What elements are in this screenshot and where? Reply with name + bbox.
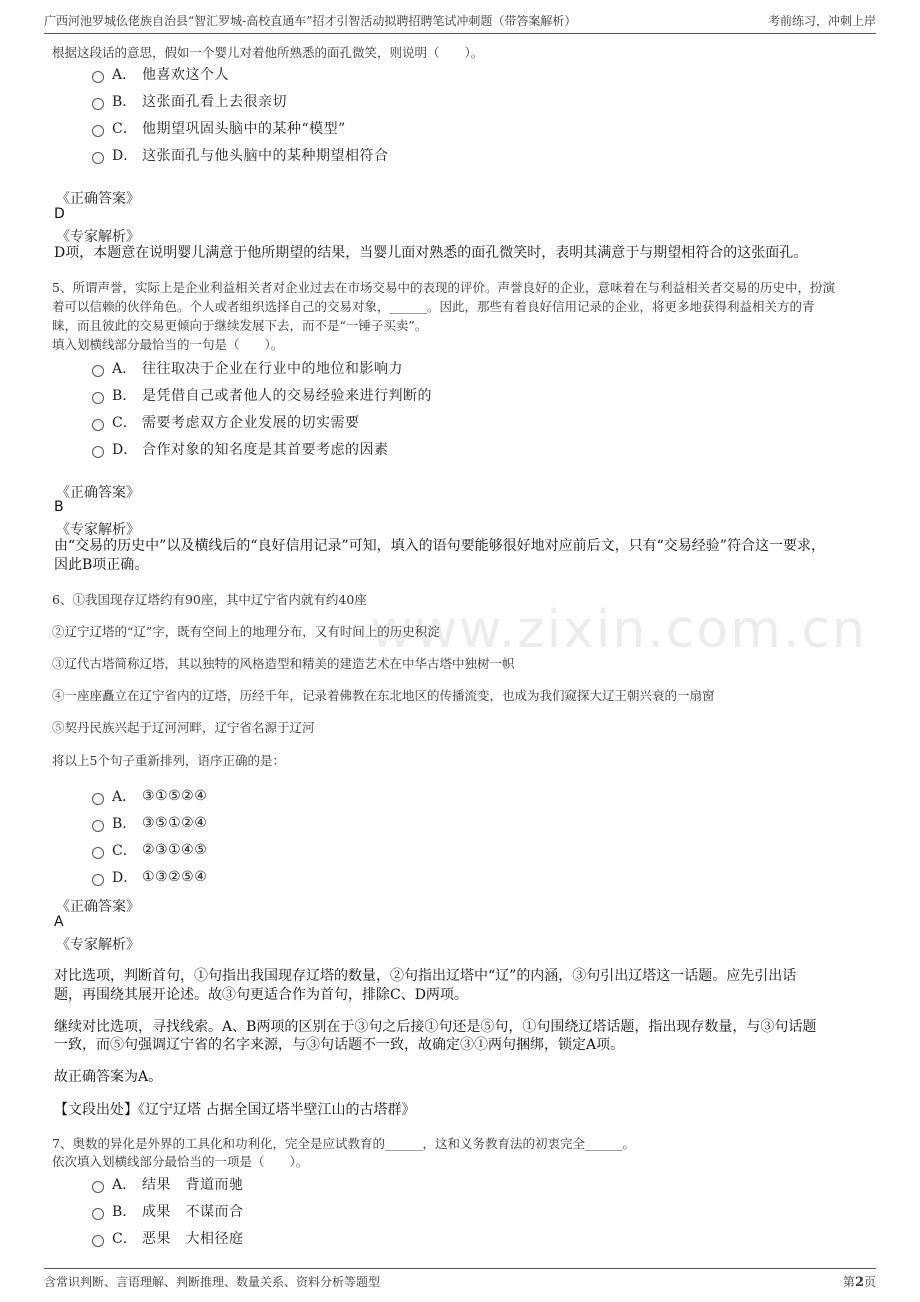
q6-option-a[interactable]: A． ③①⑤②④	[92, 786, 207, 806]
radio-icon[interactable]	[92, 793, 104, 805]
q4-answer: D	[54, 206, 65, 222]
q7-option-c[interactable]: C． 恶果 大相径庭	[92, 1228, 244, 1248]
q4-option-d[interactable]: D． 这张面孔与他头脑中的某种期望相符合	[92, 145, 389, 165]
radio-icon[interactable]	[92, 365, 104, 377]
radio-icon[interactable]	[92, 1181, 104, 1193]
q5-option-b[interactable]: B． 是凭借自己或者他人的交易经验来进行判断的	[92, 385, 432, 405]
header-slogan: 考前练习，冲刺上岸	[767, 14, 876, 28]
q6-analysis-p1-line2: 题，再围绕其展开论述。故③句更适合作为首句，排除C、D两项。	[54, 987, 468, 1003]
radio-icon[interactable]	[92, 419, 104, 431]
q6-source: 【文段出处】《辽宁辽塔 占据全国辽塔半壁江山的古塔群》	[54, 1102, 416, 1118]
q5-analysis-label: 《专家解析》	[56, 522, 140, 538]
watermark: www.zixin.com.cn	[370, 600, 867, 660]
q7-option-a[interactable]: A． 结果 背道而驰	[92, 1174, 244, 1194]
q5-stem-line2: 着可以信赖的伙伴角色。个人或者组织选择自己的交易对象，______。因此，那些有着良好信用记录的企业，将更多地获得利益相关方的青	[52, 299, 815, 314]
q4-analysis-label: 《专家解析》	[56, 229, 140, 245]
radio-icon[interactable]	[92, 71, 104, 83]
q5-answer-label: 《正确答案》	[56, 485, 140, 501]
q5-option-c[interactable]: C． 需要考虑双方企业发展的切实需要	[92, 412, 360, 432]
q6-option-b[interactable]: B． ③⑤①②④	[92, 813, 207, 833]
footer-note: 含常识判断、言语理解、判断推理、数量关系、资料分析等题型	[44, 1275, 381, 1289]
q6-sentence-5: ⑤契丹民族兴起于辽河河畔，辽宁省名源于辽河	[52, 720, 315, 735]
q6-sentence-1: 6、①我国现存辽塔约有90座，其中辽宁省内就有约40座	[52, 592, 367, 607]
radio-icon[interactable]	[92, 446, 104, 458]
radio-icon[interactable]	[92, 820, 104, 832]
q6-option-d[interactable]: D． ①③②⑤④	[92, 867, 207, 887]
q5-stem-line1: 5、所谓声誉，实际上是企业利益相关者对企业过去在市场交易中的表现的评价。声誉良好的企业，意味着在与利益相关者交易的历史中，扮演	[52, 280, 835, 295]
radio-icon[interactable]	[92, 98, 104, 110]
q4-option-b[interactable]: B． 这张面孔看上去很亲切	[92, 91, 287, 111]
q5-option-a[interactable]: A． 往往取决于企业在行业中的地位和影响力	[92, 358, 403, 378]
q6-answer-label: 《正确答案》	[56, 899, 140, 915]
q7-stem-line1: 7、奥数的异化是外界的工具化和功利化，完全是应试教育的______，这和义务教育法的初衷完全______。	[52, 1136, 635, 1151]
q7-stem-line2: 依次填入划横线部分最恰当的一项是（ ）。	[52, 1154, 309, 1169]
q7-option-b[interactable]: B． 成果 不谋而合	[92, 1201, 244, 1221]
q6-analysis-label: 《专家解析》	[56, 937, 140, 953]
q6-sentence-3: ③辽代古塔简称辽塔，其以独特的风格造型和精美的建造艺术在中华古塔中独树一帜	[52, 656, 515, 671]
q4-option-c[interactable]: C． 他期望巩固头脑中的某种“模型”	[92, 118, 346, 138]
q4-answer-label: 《正确答案》	[56, 191, 140, 207]
radio-icon[interactable]	[92, 125, 104, 137]
q6-answer: A	[54, 914, 64, 930]
page-footer	[44, 1268, 876, 1290]
q6-analysis-p2-line1: 继续对比选项，寻找线索。A、B两项的区别在于③句之后接①句还是⑤句，①句围绕辽塔话题，指出现存数量，与③句话题	[54, 1019, 817, 1035]
radio-icon[interactable]	[92, 874, 104, 886]
page-number: 第2页	[842, 1275, 876, 1290]
radio-icon[interactable]	[92, 392, 104, 404]
q4-option-a[interactable]: A． 他喜欢这个人	[92, 64, 229, 84]
q6-sentence-2: ②辽宁辽塔的“辽”字，既有空间上的地理分布，又有时间上的历史积淀	[52, 624, 440, 639]
page-header	[44, 12, 876, 34]
radio-icon[interactable]	[92, 1235, 104, 1247]
q6-sentence-4: ④一座座矗立在辽宁省内的辽塔，历经千年，记录着佛教在东北地区的传播流变，也成为我们窥探大辽王朝兴衰的一扇窗	[52, 688, 715, 703]
header-title: 广西河池罗城仫佬族自治县“智汇罗城-高校直通车”招才引智活动拟聘招聘笔试冲刺题（带答案解析）	[44, 14, 577, 28]
q5-analysis-line1: 由“交易的历史中”以及横线后的“良好信用记录”可知，填入的语句要能够很好地对应前后文，只有“交易经验”符合这一要求，	[54, 538, 825, 554]
q5-analysis-line2: 因此B项正确。	[54, 557, 149, 573]
radio-icon[interactable]	[92, 1208, 104, 1220]
q5-stem-line3: 睐，而且彼此的交易更倾向于继续发展下去，而不是“一锤子买卖”。	[52, 318, 428, 333]
q5-stem-line4: 填入划横线部分最恰当的一句是（ ）。	[52, 337, 284, 352]
radio-icon[interactable]	[92, 847, 104, 859]
q4-stem: 根据这段话的意思，假如一个婴儿对着他所熟悉的面孔微笑，则说明（ ）。	[52, 45, 484, 60]
q5-option-d[interactable]: D． 合作对象的知名度是其首要考虑的因素	[92, 439, 389, 459]
q4-analysis: D项，本题意在说明婴儿满意于他所期望的结果，当婴儿面对熟悉的面孔微笑时，表明其满意于与期望相符合的这张面孔。	[54, 245, 808, 261]
q6-analysis-p2-line2: 一致，而⑤句强调辽宁省的名字来源，与③句话题不一致，故确定③①两句捆绑，锁定A项。	[54, 1037, 625, 1053]
q5-answer: B	[54, 499, 64, 515]
q6-option-c[interactable]: C． ②③①④⑤	[92, 840, 207, 860]
q6-analysis-p1-line1: 对比选项，判断首句，①句指出我国现存辽塔的数量，②句指出辽塔中“辽”的内涵，③句引出辽塔这一话题。应先引出话	[54, 968, 797, 984]
q6-analysis-p3: 故正确答案为A。	[54, 1069, 163, 1085]
q6-prompt: 将以上5个句子重新排列，语序正确的是：	[52, 753, 285, 768]
radio-icon[interactable]	[92, 152, 104, 164]
